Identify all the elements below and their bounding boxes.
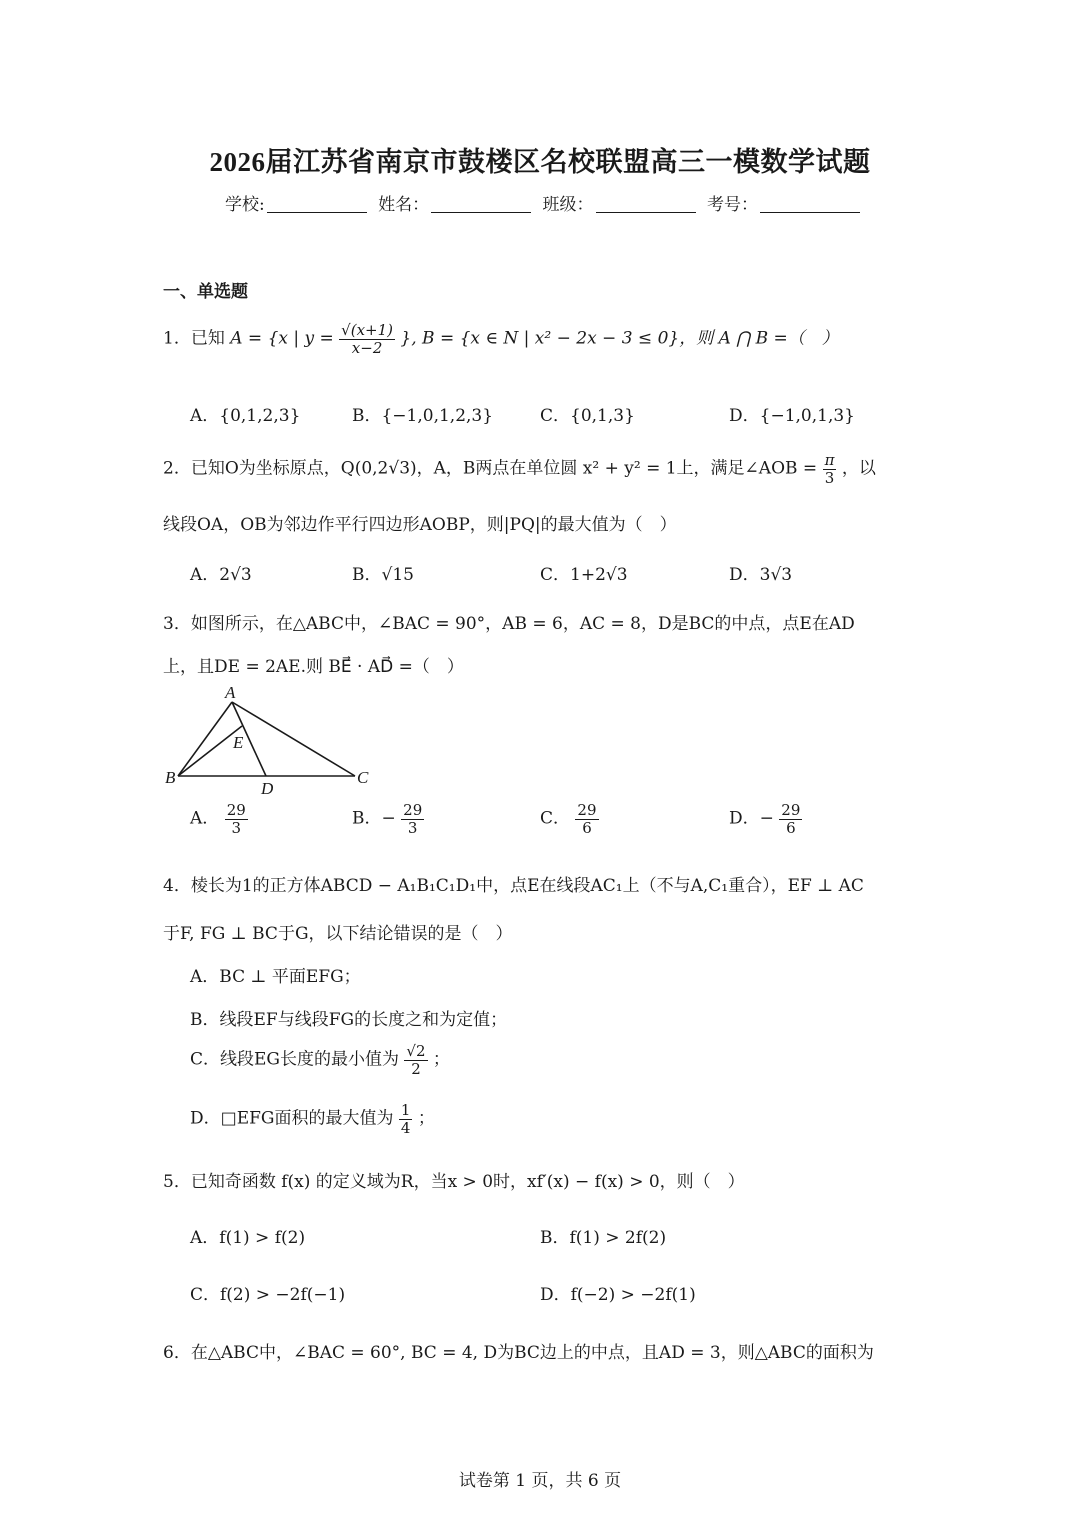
- q1-option-c: C．{0,1,3}: [540, 406, 635, 426]
- q3-option-c-den: 6: [582, 818, 592, 837]
- class-label: 班级：: [542, 195, 594, 215]
- q1-a-fraction: [339, 322, 395, 356]
- q2-line2: 线段OA，OB为邻边作平行四边形AOBP，则|PQ|的最大值为（ ）: [163, 515, 677, 535]
- number-label: 考号：: [706, 195, 758, 215]
- q3-option-d-den: 6: [786, 818, 796, 837]
- q2-option-d: D．3√3: [729, 565, 793, 585]
- q1-a-den: x−2: [351, 338, 383, 357]
- segment-ab: [178, 702, 232, 776]
- q4-option-a: A．BC ⊥ 平面EFG；: [190, 967, 361, 987]
- name-blank: [431, 212, 531, 213]
- q6-line1: 6．在△ABC中，∠BAC = 60°, BC = 4, D为BC边上的中点，且AD = 3，则△ABC的面积为: [163, 1343, 874, 1363]
- q3-option-b-fraction: [401, 802, 424, 836]
- q1-option-a: A．{0,1,2,3}: [190, 406, 301, 426]
- q3-line2: 上，且DE = 2AE.则 BE⃗ · AD⃗ =（ ）: [163, 657, 464, 677]
- class-blank: [596, 212, 696, 213]
- q1-option-d: D．{−1,0,1,3}: [729, 406, 855, 426]
- q3-option-b-letter: B．: [352, 808, 382, 829]
- student-info-line: [225, 190, 866, 215]
- q4-option-d-num: 1: [400, 1101, 411, 1119]
- q3-option-b-den: 3: [407, 818, 418, 837]
- q4-option-d-fraction: [399, 1102, 413, 1136]
- section-title: 一、单选题: [163, 282, 248, 302]
- q4-line2: 于F, FG ⊥ BC于G，以下结论错误的是（ ）: [163, 924, 513, 944]
- q4-option-c-end: ；: [432, 1049, 450, 1070]
- label-a: A: [225, 683, 236, 702]
- q4-option-d-end: ；: [417, 1108, 435, 1129]
- q3-option-d-letter: D．: [729, 808, 760, 829]
- q5-option-a: A．f(1) > f(2): [190, 1228, 306, 1248]
- q3-option-b-sign: −: [381, 808, 396, 829]
- q3-option-a-num: 29: [226, 801, 246, 819]
- q4-option-c: [190, 1043, 450, 1077]
- q5-option-c: C．f(2) > −2f(−1): [190, 1285, 346, 1305]
- label-b: B: [165, 768, 176, 787]
- q4-option-d-den: 4: [400, 1118, 411, 1137]
- q2-option-b: B．√15: [352, 565, 414, 585]
- q2-option-a: A．2√3: [190, 565, 252, 585]
- q3-option-c: [540, 802, 599, 836]
- q1-prefix: 1．已知: [163, 328, 225, 349]
- q3-option-a-letter: A．: [190, 808, 220, 829]
- q3-option-a: [190, 802, 248, 836]
- q3-option-d-fraction: [779, 802, 802, 836]
- q2-option-c: C．1+2√3: [540, 565, 628, 585]
- number-blank: [760, 212, 860, 213]
- q4-option-b: B．线段EF与线段FG的长度之和为定值；: [190, 1010, 508, 1030]
- label-c: C: [357, 768, 369, 787]
- q3-triangle-figure: [160, 680, 380, 800]
- q3-option-d-sign: −: [759, 808, 774, 829]
- q2-pi-den: 3: [824, 468, 835, 487]
- q1-a-def: A = {x | y =: [230, 328, 340, 349]
- name-label: 姓名：: [378, 195, 430, 215]
- q2-line1-b: ，以: [841, 458, 876, 479]
- q3-option-c-num: 29: [577, 801, 597, 819]
- q5-line1: 5．已知奇函数 f(x) 的定义域为R，当x > 0时，xf′(x) − f(x) > 0，则（ ）: [163, 1172, 745, 1192]
- q4-option-c-fraction: [404, 1043, 427, 1077]
- school-blank: [267, 212, 367, 213]
- q3-line1: 3．如图所示，在△ABC中，∠BAC = 90°，AB = 6，AC = 8，D是BC的中点，点E在AD: [163, 614, 855, 634]
- q5-option-b: B．f(1) > 2f(2): [540, 1228, 667, 1248]
- q4-option-c-num: √2: [406, 1042, 426, 1060]
- q1-a-num: √(x+1): [341, 321, 394, 339]
- q4-option-c-text: C．线段EG长度的最小值为: [190, 1049, 399, 1070]
- q3-option-c-fraction: [575, 802, 598, 836]
- q1-stem: [163, 322, 839, 356]
- q2-line1-a: 2．已知O为坐标原点，Q(0,2√3)，A，B两点在单位圆 x² + y² = 1上，满足∠AOB =: [163, 458, 823, 479]
- label-d: D: [261, 779, 274, 798]
- q2-line1: [163, 452, 876, 486]
- q4-option-d: [190, 1102, 435, 1136]
- school-label: 学校:: [225, 195, 265, 215]
- q1-b-def: }, B = {x ∈ N | x² − 2x − 3 ≤ 0}，则 A ⋂ B =（ ）: [400, 328, 839, 349]
- q3-option-a-den: 3: [231, 818, 241, 837]
- q3-option-b-num: 29: [403, 801, 423, 819]
- q4-line1: 4．棱长为1的正方体ABCD − A₁B₁C₁D₁中，点E在线段AC₁上（不与A,C₁重合），EF ⊥ AC: [163, 876, 864, 896]
- q2-pi-num: π: [824, 451, 835, 469]
- q3-option-c-letter: C．: [540, 808, 571, 829]
- page-title: 2026届江苏省南京市鼓楼区名校联盟高三一模数学试题: [209, 147, 871, 177]
- segment-ac: [232, 702, 355, 776]
- q4-option-d-text: D．□EFG面积的最大值为: [190, 1108, 394, 1129]
- q3-option-b: [352, 802, 424, 836]
- q4-option-c-den: 2: [411, 1059, 421, 1078]
- q3-option-d-num: 29: [781, 801, 801, 819]
- q3-option-d: [729, 802, 802, 836]
- q3-option-a-fraction: [225, 802, 248, 836]
- page-footer: 试卷第 1 页，共 6 页: [458, 1471, 622, 1491]
- q5-option-d: D．f(−2) > −2f(1): [540, 1285, 696, 1305]
- label-e: E: [233, 733, 244, 752]
- q2-pi-fraction: [823, 452, 837, 486]
- q1-option-b: B．{−1,0,1,2,3}: [352, 406, 494, 426]
